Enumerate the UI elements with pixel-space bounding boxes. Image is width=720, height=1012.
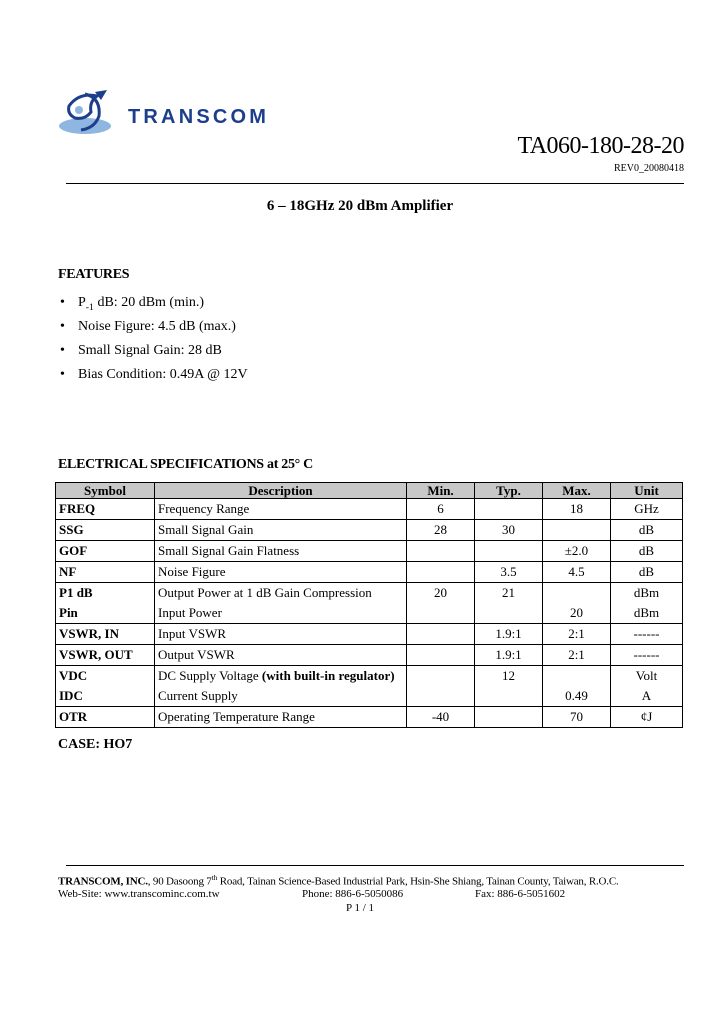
table-row <box>56 707 683 728</box>
typ-cell <box>475 499 543 520</box>
typ-cell: 3.5 <box>475 562 543 583</box>
max-cell: 2:1 <box>543 624 611 645</box>
description-cell: Output VSWR <box>155 645 407 666</box>
symbol-cell: VDC IDC <box>56 666 155 707</box>
min-cell: 28 <box>407 520 475 541</box>
table-row <box>56 541 683 562</box>
max-cell: 4.5 <box>543 562 611 583</box>
feature-item: • Small Signal Gain: 28 dB <box>60 343 222 358</box>
features-list <box>60 294 248 390</box>
features-heading: FEATURES <box>58 267 130 282</box>
footer-divider <box>66 865 684 866</box>
table-header-row <box>56 483 683 499</box>
min-cell <box>407 624 475 645</box>
unit-cell: ¢J <box>611 707 683 728</box>
electrical-specs-heading: ELECTRICAL SPECIFICATIONS at 25° C <box>58 457 313 472</box>
document-title: 6 – 18GHz 20 dBm Amplifier <box>266 198 454 214</box>
header-divider <box>66 183 684 184</box>
description-cell: Frequency Range <box>155 499 407 520</box>
column-header: Symbol <box>56 483 155 499</box>
footer-fax: Fax: 886-6-5051602 <box>475 888 566 900</box>
column-header: Max. <box>543 483 611 499</box>
unit-cell: dB <box>611 541 683 562</box>
description-cell: Noise Figure <box>155 562 407 583</box>
table-row <box>56 520 683 541</box>
typ-cell: 1.9:1 <box>475 624 543 645</box>
max-cell: 70 <box>543 707 611 728</box>
footer-address: TRANSCOM, INC., 90 Dasoong 7th Road, Tainan Science-Based Industrial Park, Hsin-She Shiang, Tainan County, Taiwan, R.O.C. <box>58 873 619 888</box>
table-row <box>56 666 683 707</box>
min-cell: 20 <box>407 583 475 624</box>
max-cell: 0.49 <box>543 666 611 707</box>
column-header: Description <box>155 483 407 499</box>
symbol-cell: VSWR, OUT <box>56 645 155 666</box>
unit-cell: dB <box>611 562 683 583</box>
table-row <box>56 499 683 520</box>
feature-item: • $P_{-1}$ dB: 20 dBm (min.) <box>60 295 205 313</box>
min-cell <box>407 645 475 666</box>
min-cell: 6 <box>407 499 475 520</box>
typ-cell: 21 <box>475 583 543 624</box>
table-row <box>56 583 683 624</box>
max-cell: ±2.0 <box>543 541 611 562</box>
feature-item: • Bias Condition: 0.49A @ 12V <box>60 367 248 382</box>
typ-cell <box>475 707 543 728</box>
page-number: P 1 / 1 <box>345 902 374 914</box>
description-cell: Output Power at 1 dB Gain Compression Input Power <box>155 583 407 624</box>
max-cell: 2:1 <box>543 645 611 666</box>
company-logo-icon <box>55 88 125 138</box>
table-row <box>56 645 683 666</box>
symbol-cell: P1 dB Pin <box>56 583 155 624</box>
case-label: CASE: HO7 <box>58 737 133 752</box>
footer-website: Web-Site: www.transcominc.com.tw <box>58 888 220 900</box>
symbol-cell: SSG <box>56 520 155 541</box>
unit-cell: dBm dBm <box>611 583 683 624</box>
unit-cell: Volt A <box>611 666 683 707</box>
footer-phone: Phone: 886-6-5050086 <box>302 888 404 900</box>
unit-cell: ------ <box>611 645 683 666</box>
typ-cell: 12 <box>475 666 543 707</box>
table-row <box>56 562 683 583</box>
part-number: TA060-180-28-20 <box>517 133 684 159</box>
min-cell: -40 <box>407 707 475 728</box>
table-row <box>56 624 683 645</box>
company-logo-text: TRANSCOM <box>128 106 270 128</box>
typ-cell <box>475 541 543 562</box>
unit-cell: dB <box>611 520 683 541</box>
max-cell: 20 <box>543 583 611 624</box>
description-cell: DC Supply Voltage (with built-in regulator) Current Supply <box>155 666 407 707</box>
column-header: Typ. <box>475 483 543 499</box>
min-cell <box>407 666 475 707</box>
symbol-cell: NF <box>56 562 155 583</box>
typ-cell: 1.9:1 <box>475 645 543 666</box>
revision-label: REV0_20080418 <box>614 163 684 174</box>
description-cell: Operating Temperature Range <box>155 707 407 728</box>
column-header: Min. <box>407 483 475 499</box>
feature-item: • Noise Figure: 4.5 dB (max.) <box>60 319 236 334</box>
symbol-cell: GOF <box>56 541 155 562</box>
max-cell <box>543 520 611 541</box>
description-cell: Small Signal Gain Flatness <box>155 541 407 562</box>
symbol-cell: VSWR, IN <box>56 624 155 645</box>
typ-cell: 30 <box>475 520 543 541</box>
min-cell <box>407 562 475 583</box>
description-cell: Small Signal Gain <box>155 520 407 541</box>
unit-cell: ------ <box>611 624 683 645</box>
column-header: Unit <box>611 483 683 499</box>
electrical-specs-table <box>55 482 683 728</box>
min-cell <box>407 541 475 562</box>
description-cell: Input VSWR <box>155 624 407 645</box>
unit-cell: GHz <box>611 499 683 520</box>
symbol-cell: FREQ <box>56 499 155 520</box>
max-cell: 18 <box>543 499 611 520</box>
symbol-cell: OTR <box>56 707 155 728</box>
